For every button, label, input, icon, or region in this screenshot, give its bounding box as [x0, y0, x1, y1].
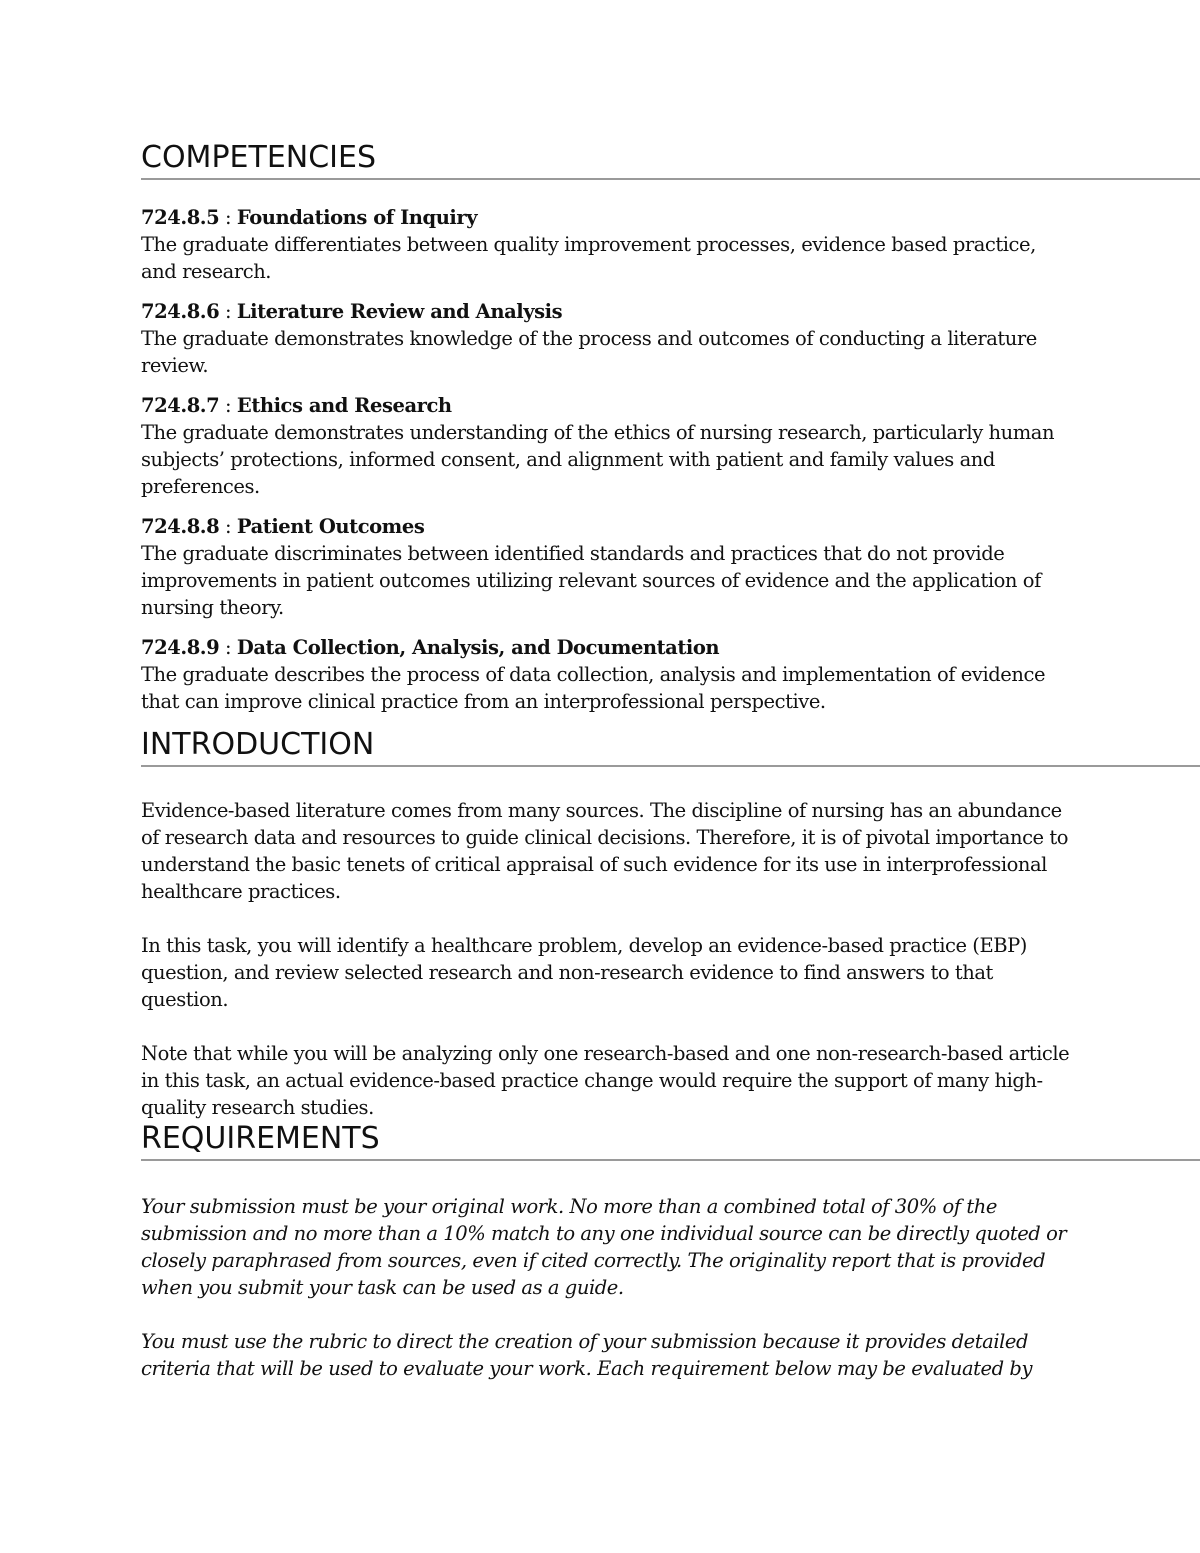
introduction-heading: INTRODUCTION: [141, 727, 1200, 767]
requirements-paragraph: You must use the rubric to direct the creation of your submission because it provides detailed criteria that will be used to evaluate your work. Each requirement below may be evaluated by: [141, 1330, 1033, 1380]
competency-header: [141, 298, 1071, 325]
requirements-paragraph: Your submission must be your original work. No more than a combined total of 30% of the submission and no more than a 10% match to any one individual source can be directly quoted or closely paraphrased from sources, even if cited correctly. The originality report that is provided when you submit your task can be used as a guide.: [141, 1195, 1067, 1299]
competency-item: [141, 513, 1071, 621]
competency-description: The graduate demonstrates knowledge of the process and outcomes of conducting a literature review.: [141, 327, 1037, 377]
introduction-body: [141, 797, 1071, 1121]
competency-separator: :: [219, 394, 237, 417]
introduction-paragraph: Evidence-based literature comes from many sources. The discipline of nursing has an abundance of research data and resources to guide clinical decisions. Therefore, it is of pivotal importance to understand the basic tenets of critical appraisal of such evidence for its use in interprofessional healthcare practices.: [141, 799, 1069, 903]
competency-item: [141, 634, 1071, 715]
competency-item: [141, 298, 1071, 379]
competency-code: 724.8.8: [141, 515, 220, 538]
competency-title: Literature Review and Analysis: [236, 300, 563, 323]
competency-header: [141, 204, 1071, 231]
competency-description: The graduate differentiates between quality improvement processes, evidence based practice, and research.: [141, 233, 1036, 283]
competency-item: [141, 204, 1071, 285]
competency-list: [141, 204, 1071, 715]
competency-header: [141, 513, 1071, 540]
introduction-paragraph: In this task, you will identify a healthcare problem, develop an evidence-based practice (EBP) question, and review selected research and non-research evidence to find answers to that question.: [141, 934, 1027, 1011]
competency-separator: :: [219, 300, 237, 323]
competencies-heading: COMPETENCIES: [141, 140, 1200, 180]
competency-description: The graduate describes the process of data collection, analysis and implementation of evidence that can improve clinical practice from an interprofessional perspective.: [141, 663, 1046, 713]
competency-item: [141, 392, 1071, 500]
competency-title: Data Collection, Analysis, and Documentation: [236, 636, 720, 659]
competency-code: 724.8.9: [141, 636, 220, 659]
competency-separator: :: [219, 515, 237, 538]
introduction-paragraph: Note that while you will be analyzing only one research-based and one non-research-based article in this task, an actual evidence-based practice change would require the support of many high-quality research studies.: [141, 1042, 1070, 1119]
document-page: [141, 140, 1200, 1382]
competency-title: Foundations of Inquiry: [236, 206, 478, 229]
competency-code: 724.8.5: [141, 206, 220, 229]
competency-code: 724.8.6: [141, 300, 220, 323]
competency-header: [141, 634, 1071, 661]
competency-code: 724.8.7: [141, 394, 220, 417]
requirements-heading: REQUIREMENTS: [141, 1121, 1200, 1161]
competency-title: Ethics and Research: [236, 394, 452, 417]
competency-header: [141, 392, 1071, 419]
competency-description: The graduate discriminates between identified standards and practices that do not provide improvements in patient outcomes utilizing relevant sources of evidence and the application of nursing theory.: [141, 542, 1041, 619]
competency-title: Patient Outcomes: [236, 515, 425, 538]
competency-separator: :: [219, 636, 237, 659]
competency-description: The graduate demonstrates understanding of the ethics of nursing research, particularly human subjects’ protections, informed consent, and alignment with patient and family values and preferences.: [141, 421, 1055, 498]
competency-separator: :: [219, 206, 237, 229]
requirements-body: [141, 1193, 1071, 1382]
